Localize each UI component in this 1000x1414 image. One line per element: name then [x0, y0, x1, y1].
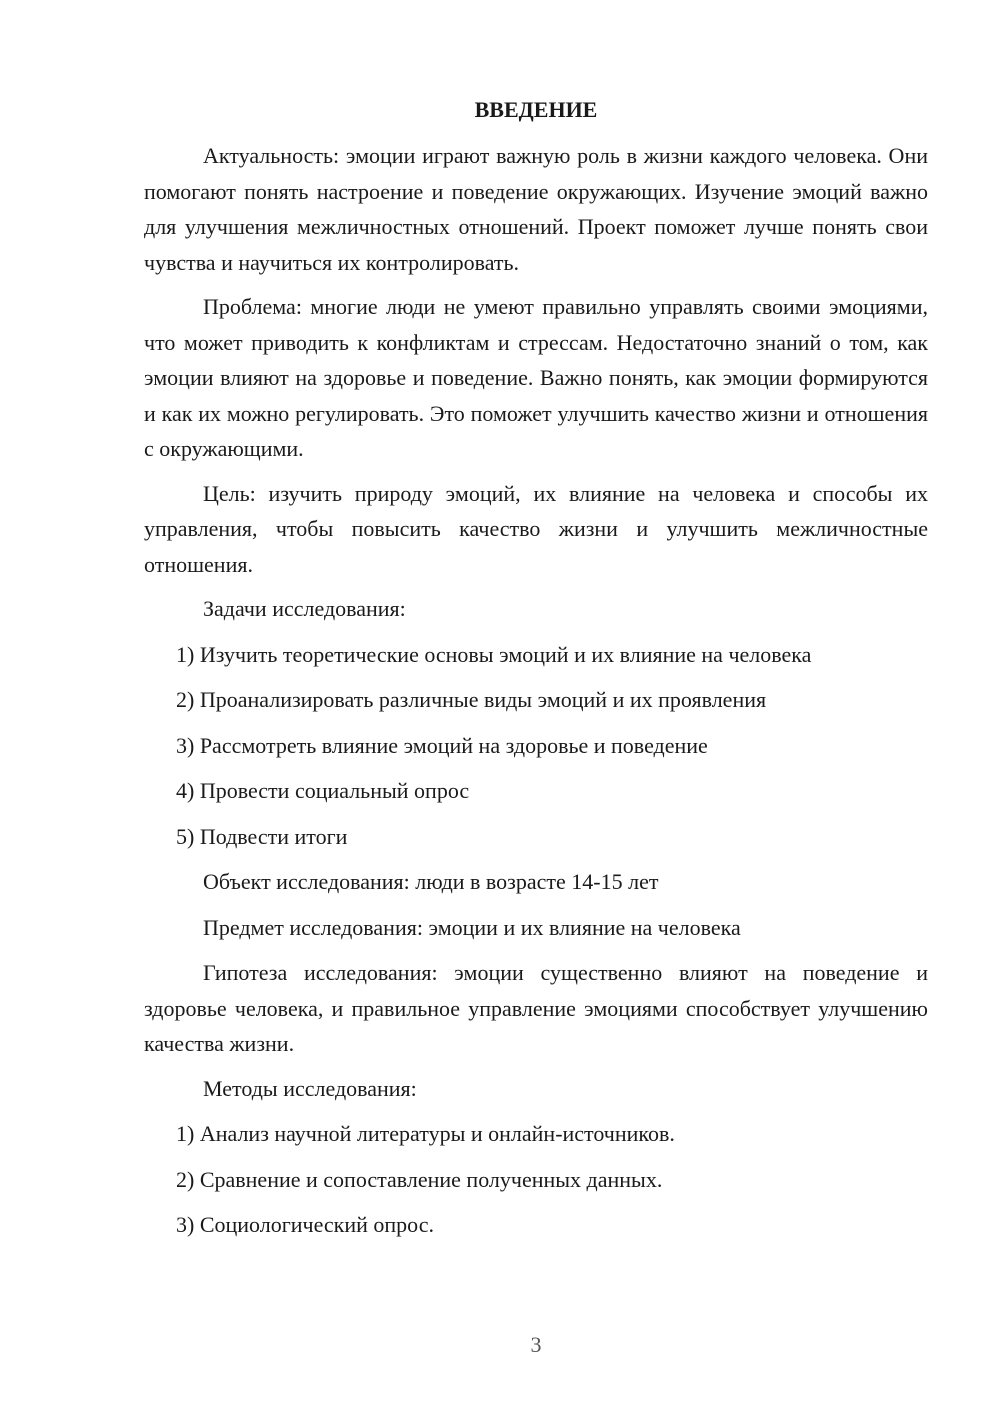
method-item: 3) Социологический опрос.	[176, 1212, 434, 1237]
subject-line: Предмет исследования: эмоции и их влияние на человека	[203, 914, 741, 940]
document-page	[144, 96, 928, 1253]
task-item: 1) Изучить теоретические основы эмоций и их влияние на человека	[176, 641, 812, 667]
tasks-list	[144, 637, 928, 855]
hypothesis-paragraph: Гипотеза исследования: эмоции существенно влияют на поведение и здоровье человека, и правильное управление эмоциями способствует улучшению качества жизни.	[144, 960, 928, 1056]
task-item: 5) Подвести итоги	[176, 823, 348, 849]
method-item: 1) Анализ научной литературы и онлайн-источников.	[176, 1121, 675, 1146]
methods-label: Методы исследования:	[203, 1075, 417, 1101]
goal-paragraph: Цель: изучить природу эмоций, их влияние на человека и способы их управления, чтобы повысить качество жизни и улучшить межличностные отношения.	[144, 480, 928, 577]
object-line: Объект исследования: люди в возрасте 14-15 лет	[203, 869, 659, 894]
problem-paragraph: Проблема: многие люди не умеют правильно управлять своими эмоциями, что может приводить к конфликтам и стрессам. Недостаточно знаний о том, как эмоции влияют на здоровье и поведение. Важно понять, как эмоции формируются и как их можно регулировать. Это поможет улучшить качество жизни и отношения с окружающими.	[144, 294, 928, 461]
task-item: 2) Проанализировать различные виды эмоций и их проявления	[176, 687, 767, 712]
task-item: 3) Рассмотреть влияние эмоций на здоровье и поведение	[176, 732, 708, 758]
methods-list	[144, 1116, 928, 1243]
relevance-paragraph: Актуальность: эмоции играют важную роль в жизни каждого человека. Они помогают понять настроение и поведение окружающих. Изучение эмоций важно для улучшения межличностных отношений. Проект поможет лучше понять свои чувства и научиться их контролировать.	[144, 143, 928, 275]
tasks-label: Задачи исследования:	[203, 596, 406, 621]
page-number: 3	[530, 1332, 542, 1357]
task-item: 4) Провести социальный опрос	[176, 778, 470, 803]
method-item: 2) Сравнение и сопоставление полученных данных.	[176, 1166, 663, 1192]
section-heading: ВВЕДЕНИЕ	[474, 97, 598, 122]
